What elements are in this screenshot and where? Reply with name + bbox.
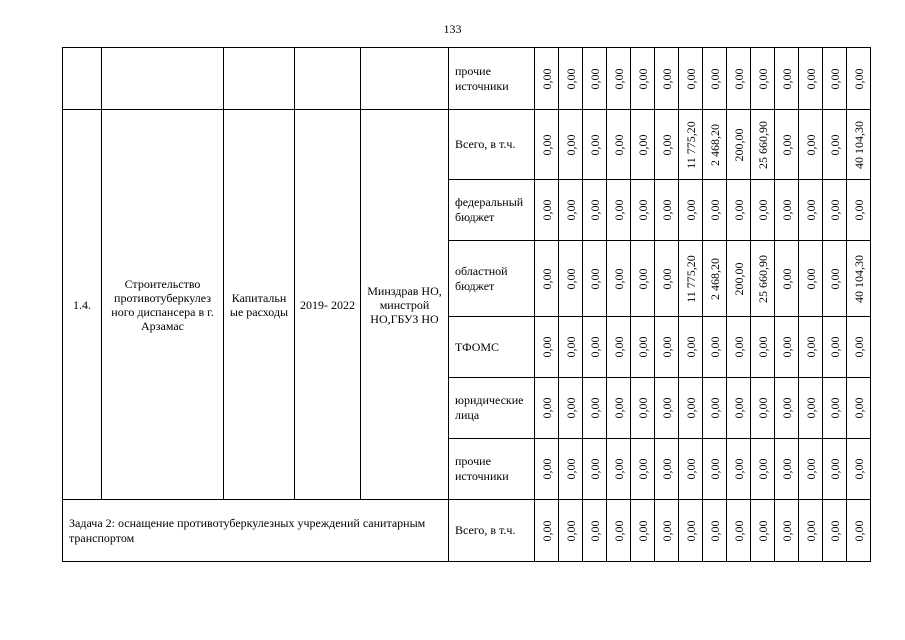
value-cell: 0,00: [703, 378, 727, 439]
value-cell: 0,00: [727, 48, 751, 110]
value-cell: 200,00: [727, 110, 751, 180]
value-cell: 0,00: [559, 48, 583, 110]
value-cell: 0,00: [535, 317, 559, 378]
value-cell: 0,00: [631, 180, 655, 241]
value-cell: 25 660,90: [751, 241, 775, 317]
value-cell: 0,00: [751, 317, 775, 378]
value-cell: 0,00: [847, 439, 871, 500]
value-cell: 0,00: [679, 48, 703, 110]
source-cell: Всего, в т.ч.: [449, 500, 535, 562]
value-cell: 0,00: [679, 378, 703, 439]
source-cell: прочие источники: [449, 48, 535, 110]
value-cell: 0,00: [823, 500, 847, 562]
empty-cell: [295, 48, 361, 110]
value-cell: 0,00: [559, 378, 583, 439]
value-cell: 0,00: [775, 317, 799, 378]
value-cell: 0,00: [751, 439, 775, 500]
value-cell: 0,00: [631, 500, 655, 562]
value-cell: 0,00: [751, 378, 775, 439]
executor: Минздрав НО, минстрой НО,ГБУЗ НО: [361, 110, 449, 500]
value-cell: 0,00: [535, 241, 559, 317]
value-cell: 2 468,20: [703, 241, 727, 317]
value-cell: 0,00: [751, 500, 775, 562]
value-cell: 0,00: [655, 241, 679, 317]
value-cell: 0,00: [703, 317, 727, 378]
value-cell: 0,00: [679, 439, 703, 500]
value-cell: 0,00: [535, 180, 559, 241]
value-cell: 0,00: [559, 500, 583, 562]
value-cell: 0,00: [535, 500, 559, 562]
value-cell: 25 660,90: [751, 110, 775, 180]
value-cell: 0,00: [655, 317, 679, 378]
value-cell: 0,00: [727, 378, 751, 439]
value-cell: 40 104,30: [847, 110, 871, 180]
value-cell: 0,00: [799, 241, 823, 317]
value-cell: 0,00: [559, 241, 583, 317]
value-cell: 0,00: [583, 110, 607, 180]
value-cell: 0,00: [607, 317, 631, 378]
value-cell: 0,00: [703, 180, 727, 241]
value-cell: 0,00: [655, 110, 679, 180]
value-cell: 40 104,30: [847, 241, 871, 317]
value-cell: 0,00: [799, 317, 823, 378]
value-cell: 0,00: [535, 439, 559, 500]
value-cell: 11 775,20: [679, 241, 703, 317]
source-cell: ТФОМС: [449, 317, 535, 378]
value-cell: 0,00: [559, 317, 583, 378]
value-cell: 0,00: [655, 48, 679, 110]
value-cell: 0,00: [799, 439, 823, 500]
table-row: [63, 48, 871, 110]
value-cell: 2 468,20: [703, 110, 727, 180]
value-cell: 0,00: [583, 317, 607, 378]
value-cell: 0,00: [679, 317, 703, 378]
value-cell: 0,00: [583, 439, 607, 500]
value-cell: 0,00: [775, 48, 799, 110]
empty-cell: [361, 48, 449, 110]
value-cell: 0,00: [823, 241, 847, 317]
value-cell: 0,00: [823, 378, 847, 439]
value-cell: 0,00: [655, 180, 679, 241]
value-cell: 0,00: [775, 378, 799, 439]
value-cell: 0,00: [607, 241, 631, 317]
value-cell: 0,00: [751, 180, 775, 241]
value-cell: 0,00: [655, 439, 679, 500]
value-cell: 0,00: [631, 439, 655, 500]
value-cell: 0,00: [703, 48, 727, 110]
source-cell: юридические лица: [449, 378, 535, 439]
value-cell: 0,00: [799, 180, 823, 241]
empty-cell: [63, 48, 102, 110]
value-cell: 0,00: [655, 500, 679, 562]
value-cell: 0,00: [631, 110, 655, 180]
value-cell: 0,00: [535, 110, 559, 180]
value-cell: 0,00: [559, 180, 583, 241]
source-cell: федеральный бюджет: [449, 180, 535, 241]
value-cell: 0,00: [631, 317, 655, 378]
value-cell: 0,00: [775, 180, 799, 241]
value-cell: 0,00: [727, 439, 751, 500]
value-cell: 0,00: [823, 439, 847, 500]
value-cell: 0,00: [607, 439, 631, 500]
value-cell: 0,00: [631, 241, 655, 317]
value-cell: 0,00: [655, 378, 679, 439]
value-cell: 0,00: [727, 317, 751, 378]
value-cell: 0,00: [727, 500, 751, 562]
value-cell: 0,00: [823, 110, 847, 180]
value-cell: 0,00: [607, 378, 631, 439]
page-number: 133: [443, 22, 462, 36]
value-cell: 0,00: [751, 48, 775, 110]
value-cell: 0,00: [583, 241, 607, 317]
item-number: 1.4.: [63, 110, 102, 500]
value-cell: 0,00: [607, 500, 631, 562]
value-cell: 0,00: [775, 241, 799, 317]
value-cell: 0,00: [535, 378, 559, 439]
value-cell: 0,00: [847, 317, 871, 378]
source-cell: областной бюджет: [449, 241, 535, 317]
value-cell: 0,00: [703, 500, 727, 562]
value-cell: 0,00: [535, 48, 559, 110]
empty-cell: [102, 48, 224, 110]
value-cell: 0,00: [847, 180, 871, 241]
value-cell: 0,00: [583, 180, 607, 241]
value-cell: 0,00: [631, 378, 655, 439]
value-cell: 0,00: [679, 180, 703, 241]
value-cell: 0,00: [559, 439, 583, 500]
budget-table: [62, 47, 871, 562]
value-cell: 0,00: [679, 500, 703, 562]
value-cell: 0,00: [847, 48, 871, 110]
source-cell: Всего, в т.ч.: [449, 110, 535, 180]
value-cell: 0,00: [847, 378, 871, 439]
value-cell: 0,00: [607, 48, 631, 110]
task-label: Задача 2: оснащение противотуберкулезных учреждений санитарным транспортом: [63, 500, 449, 562]
value-cell: 0,00: [823, 48, 847, 110]
value-cell: 0,00: [799, 110, 823, 180]
value-cell: 0,00: [775, 500, 799, 562]
value-cell: 0,00: [823, 317, 847, 378]
value-cell: 0,00: [559, 110, 583, 180]
value-cell: 0,00: [583, 378, 607, 439]
value-cell: 0,00: [607, 180, 631, 241]
value-cell: 0,00: [583, 48, 607, 110]
table-row: [63, 110, 871, 180]
empty-cell: [224, 48, 295, 110]
value-cell: 0,00: [631, 48, 655, 110]
value-cell: 0,00: [823, 180, 847, 241]
value-cell: 0,00: [703, 439, 727, 500]
period: 2019- 2022: [295, 110, 361, 500]
value-cell: 0,00: [799, 378, 823, 439]
value-cell: 0,00: [775, 110, 799, 180]
expense-type: Капитальн ые расходы: [224, 110, 295, 500]
value-cell: 0,00: [727, 180, 751, 241]
value-cell: 0,00: [847, 500, 871, 562]
item-name: Строительство противотуберкулез ного диспансера в г. Арзамас: [102, 110, 224, 500]
value-cell: 0,00: [799, 500, 823, 562]
source-cell: прочие источники: [449, 439, 535, 500]
value-cell: 0,00: [583, 500, 607, 562]
value-cell: 0,00: [775, 439, 799, 500]
value-cell: 11 775,20: [679, 110, 703, 180]
value-cell: 0,00: [607, 110, 631, 180]
value-cell: 0,00: [799, 48, 823, 110]
table-row: [63, 500, 871, 562]
value-cell: 200,00: [727, 241, 751, 317]
